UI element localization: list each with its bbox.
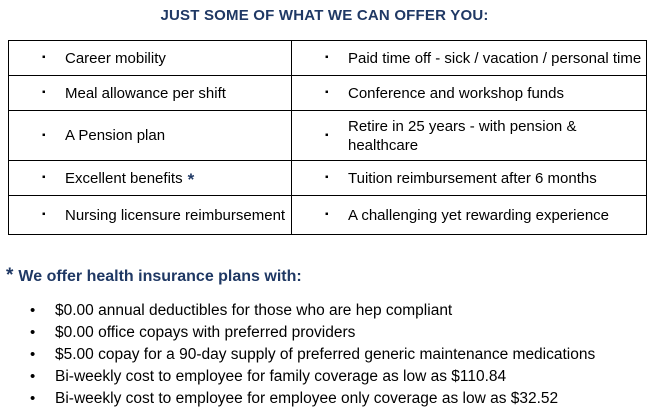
benefit-label: Career mobility bbox=[65, 49, 166, 67]
square-bullet-icon: ▪ bbox=[325, 52, 329, 63]
benefit-cell bbox=[9, 196, 292, 235]
round-bullet-icon: • bbox=[30, 324, 36, 341]
round-bullet-icon: • bbox=[30, 302, 36, 319]
list-item-text: Bi-weekly cost to employee for employee only coverage as low as $32.52 bbox=[55, 390, 559, 407]
benefit-label: A Pension plan bbox=[65, 127, 166, 144]
footnote-heading-text: We offer health insurance plans with: bbox=[18, 268, 302, 285]
list-item bbox=[0, 300, 649, 322]
benefit-label: Tuition reimbursement after 6 months bbox=[348, 169, 597, 187]
square-bullet-icon: ▪ bbox=[325, 87, 329, 98]
square-bullet-icon: ▪ bbox=[42, 87, 46, 98]
footnote-heading bbox=[6, 265, 649, 287]
benefit-label: A challenging yet rewarding experience bbox=[348, 206, 609, 224]
table-row bbox=[9, 111, 647, 161]
round-bullet-icon: • bbox=[30, 368, 36, 385]
list-item bbox=[0, 366, 649, 388]
benefit-cell bbox=[292, 111, 647, 161]
benefit-label: Meal allowance per shift bbox=[65, 84, 226, 102]
round-bullet-icon: • bbox=[30, 390, 36, 407]
benefit-label: Paid time off - sick / vacation / personal time bbox=[348, 49, 642, 67]
table-row bbox=[9, 76, 647, 111]
benefit-label: Retire in 25 years - with pension & healthcare bbox=[348, 117, 577, 154]
list-item bbox=[0, 344, 649, 366]
benefit-cell: ▪ Excellent benefits * bbox=[9, 161, 292, 196]
list-item bbox=[0, 388, 649, 410]
page-title: JUST SOME OF WHAT WE CAN OFFER YOU: bbox=[160, 7, 489, 24]
benefit-cell bbox=[9, 111, 292, 161]
benefit-label: Nursing licensure reimbursement bbox=[65, 206, 286, 224]
list-item-text: $0.00 office copays with preferred providers bbox=[55, 324, 356, 341]
list-item-text: $5.00 copay for a 90-day supply of preferred generic maintenance medications bbox=[55, 346, 596, 363]
square-bullet-icon: ▪ bbox=[42, 209, 46, 220]
benefit-cell bbox=[292, 196, 647, 235]
table-row bbox=[9, 196, 647, 235]
list-item bbox=[0, 322, 649, 344]
benefit-cell bbox=[292, 161, 647, 196]
benefit-label: Excellent benefits bbox=[65, 169, 183, 187]
footnote-list bbox=[0, 300, 649, 410]
round-bullet-icon: • bbox=[30, 346, 36, 363]
benefit-cell bbox=[292, 41, 647, 76]
square-bullet-icon: ▪ bbox=[325, 209, 329, 220]
square-bullet-icon: ▪ bbox=[42, 129, 46, 141]
square-bullet-icon: ▪ bbox=[325, 172, 329, 183]
list-item-text: $0.00 annual deductibles for those who are hep compliant bbox=[55, 302, 453, 319]
benefit-label: Conference and workshop funds bbox=[348, 84, 564, 102]
table-row bbox=[9, 41, 647, 76]
benefits-table bbox=[8, 40, 647, 235]
benefit-cell bbox=[9, 41, 292, 76]
table-row bbox=[9, 161, 647, 196]
footnote-asterisk-icon: * bbox=[6, 265, 14, 286]
square-bullet-icon: ▪ bbox=[325, 129, 329, 141]
benefit-cell bbox=[9, 76, 292, 111]
square-bullet-icon: ▪ bbox=[42, 52, 46, 63]
list-item-text: Bi-weekly cost to employee for family coverage as low as $110.84 bbox=[55, 368, 507, 385]
benefit-cell bbox=[292, 76, 647, 111]
square-bullet-icon: ▪ bbox=[42, 172, 46, 183]
